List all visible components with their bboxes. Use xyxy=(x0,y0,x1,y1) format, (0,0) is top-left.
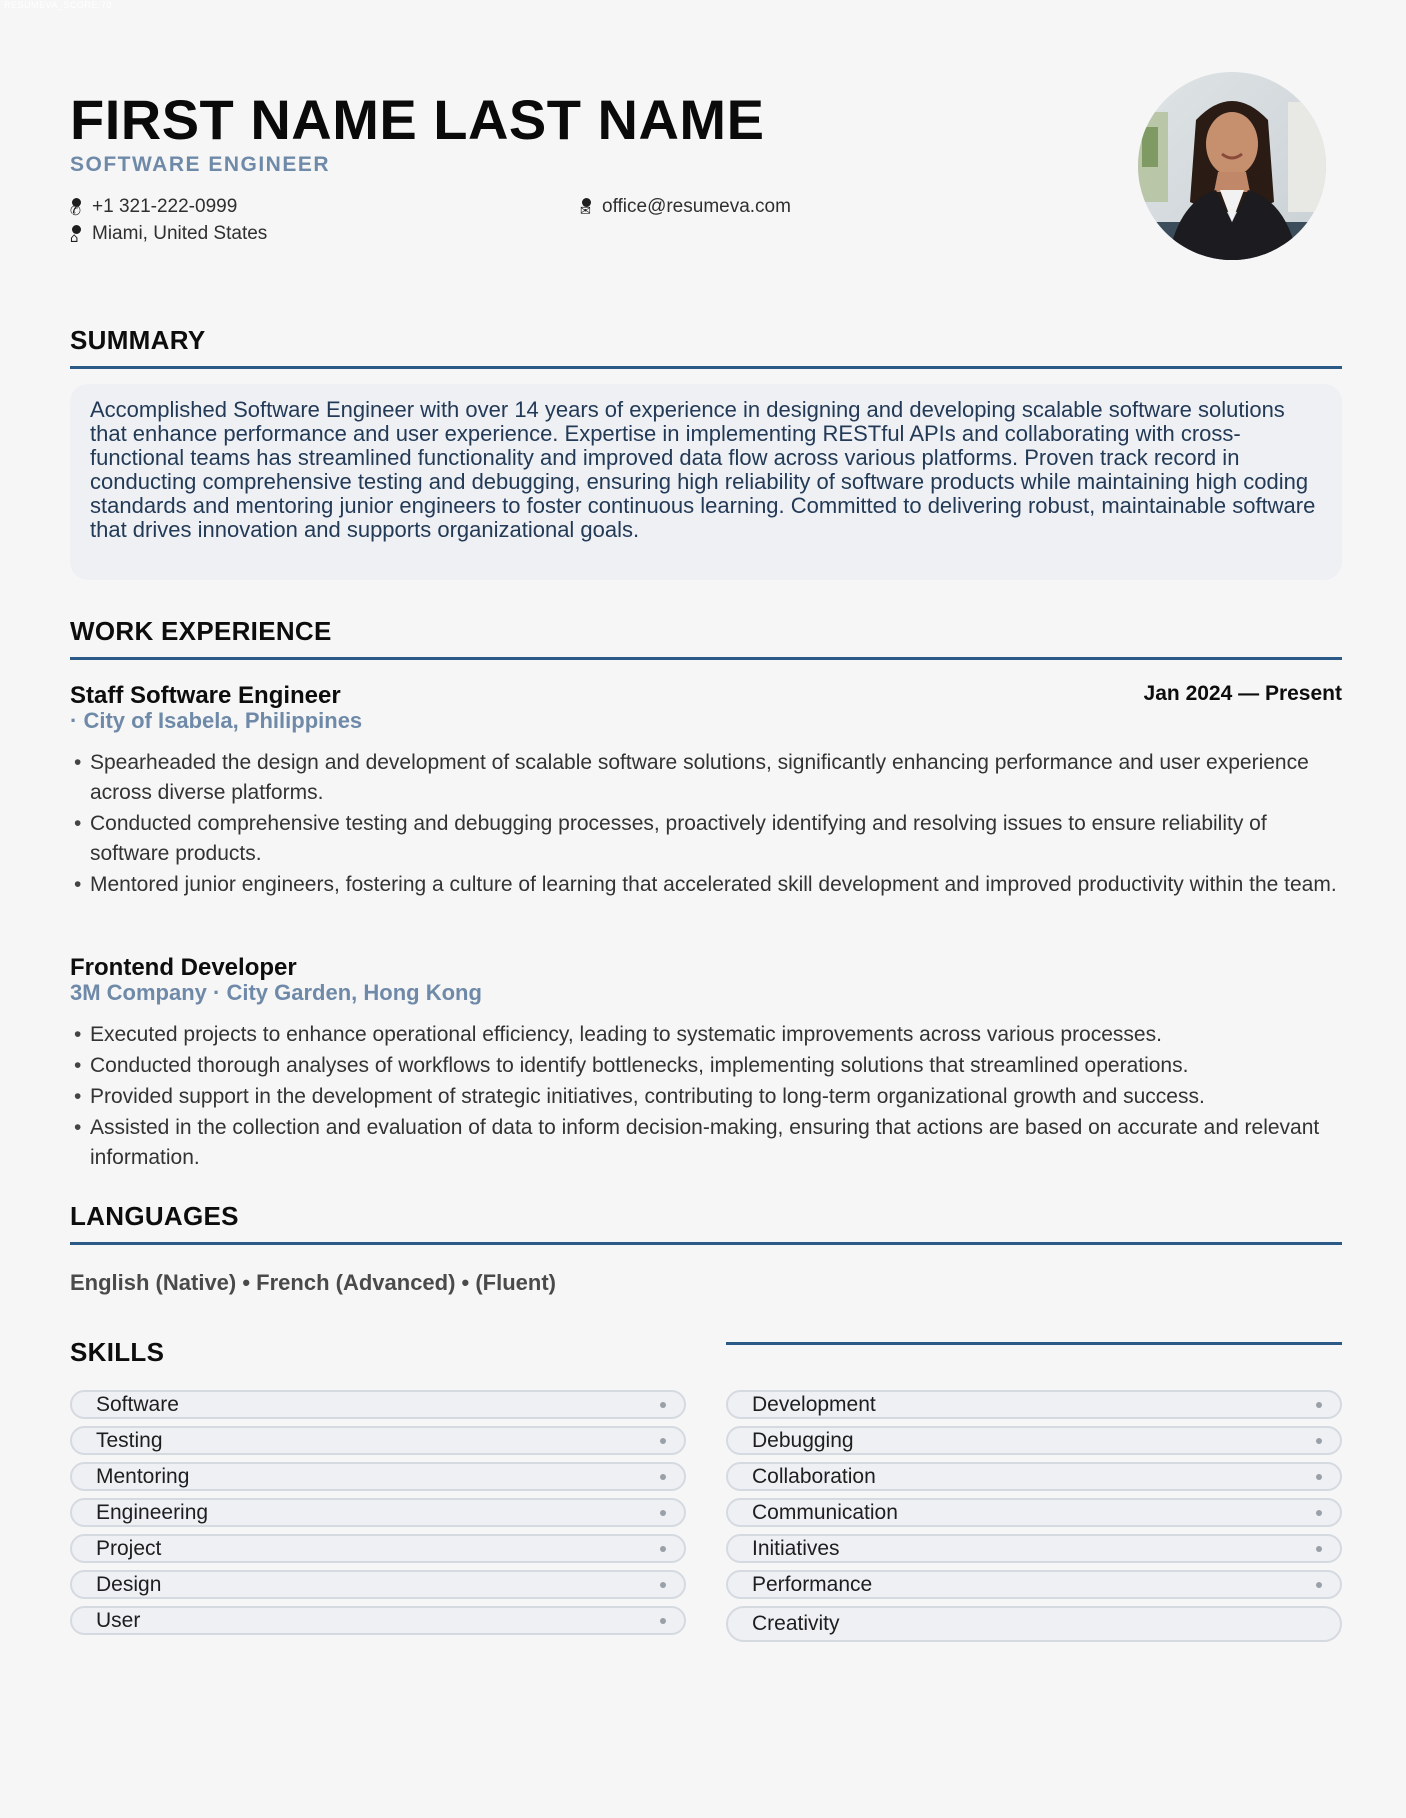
skill-label: Engineering xyxy=(96,1501,209,1524)
candidate-role: SOFTWARE ENGINEER xyxy=(70,153,331,176)
skill-label: Software xyxy=(96,1393,179,1416)
skill-pill xyxy=(70,1534,686,1563)
job-1-bullet: • Conducted comprehensive testing and debugging processes, proactively identifying and resolving issues to ensure reliability of software products. xyxy=(70,809,1342,869)
job-1-bullets xyxy=(70,748,1342,901)
skill-dot-icon xyxy=(660,1474,666,1480)
skill-label: Mentoring xyxy=(96,1465,190,1488)
skill-pill xyxy=(70,1606,686,1635)
job-1-bullet: • Spearheaded the design and development of scalable software solutions, significantly enhancing performance and user experience across diverse platforms. xyxy=(70,748,1342,808)
phone-text: +1 321-222-0999 xyxy=(92,196,238,217)
job-2-bullets xyxy=(70,1020,1342,1174)
skill-dot-icon xyxy=(660,1510,666,1516)
skill-pill xyxy=(726,1462,1342,1491)
phone-icon: ✆ xyxy=(70,196,84,218)
contact-location xyxy=(70,223,267,245)
languages-list: English (Native) • French (Advanced) • (Fluent) xyxy=(70,1270,556,1295)
skill-pill xyxy=(726,1534,1342,1563)
location-icon: ⌂ xyxy=(70,223,84,245)
skill-dot-icon xyxy=(1316,1402,1322,1408)
skill-pill xyxy=(726,1390,1342,1419)
job-1-bullet: • Mentored junior engineers, fostering a culture of learning that accelerated skill development and improved productivity within the team. xyxy=(70,870,1342,900)
skill-label: Testing xyxy=(96,1429,163,1452)
contact-phone xyxy=(70,196,237,218)
languages-divider xyxy=(70,1242,1342,1245)
skill-pill xyxy=(70,1570,686,1599)
skill-pill xyxy=(70,1462,686,1491)
skill-label: Project xyxy=(96,1537,162,1560)
skill-dot-icon xyxy=(1316,1510,1322,1516)
skill-dot-icon xyxy=(1316,1582,1322,1588)
email-icon: ✉ xyxy=(580,196,594,218)
skills-divider xyxy=(726,1342,1342,1345)
skill-pill xyxy=(726,1426,1342,1455)
job-1-title: Staff Software Engineer xyxy=(70,682,341,709)
skill-dot-icon xyxy=(1316,1546,1322,1552)
skill-label: User xyxy=(96,1609,141,1632)
skill-label: Development xyxy=(752,1393,876,1416)
skill-pill xyxy=(70,1498,686,1527)
candidate-name: FIRST NAME LAST NAME xyxy=(70,88,765,151)
skill-dot-icon xyxy=(660,1438,666,1444)
experience-divider xyxy=(70,657,1342,660)
job-2-bullet: • Conducted thorough analyses of workflows to identify bottlenecks, implementing solutions that streamlined operations. xyxy=(70,1051,1342,1081)
skill-dot-icon xyxy=(660,1618,666,1624)
profile-photo xyxy=(1138,72,1326,260)
skill-dot-icon xyxy=(1316,1438,1322,1444)
summary-box xyxy=(70,384,1342,580)
location-text: Miami, United States xyxy=(92,223,268,244)
job-2-title: Frontend Developer xyxy=(70,954,297,981)
skill-label: Creativity xyxy=(752,1612,840,1635)
skill-label: Communication xyxy=(752,1501,898,1524)
skill-pill xyxy=(70,1390,686,1419)
skill-label: Design xyxy=(96,1573,162,1596)
contact-email xyxy=(580,196,791,218)
skill-label: Collaboration xyxy=(752,1465,876,1488)
job-2-bullet: • Provided support in the development of strategic initiatives, contributing to long-term organizational growth and success. xyxy=(70,1082,1342,1112)
skill-label: Initiatives xyxy=(752,1537,840,1560)
summary-divider xyxy=(70,366,1342,369)
skill-pill xyxy=(726,1606,1342,1642)
email-text: office@resumeva.com xyxy=(602,196,791,217)
skill-label: Performance xyxy=(752,1573,873,1596)
job-2-bullet: • Executed projects to enhance operational efficiency, leading to systematic improvements across various processes. xyxy=(70,1020,1342,1050)
skill-dot-icon xyxy=(660,1546,666,1552)
skills-right-column xyxy=(726,1390,1342,1649)
skill-dot-icon xyxy=(660,1402,666,1408)
job-1-org: · City of Isabela, Philippines xyxy=(70,708,363,733)
skill-label: Debugging xyxy=(752,1429,854,1452)
watermark: RESUMEVA_SCORE:70 xyxy=(4,0,112,10)
job-1-date: Jan 2024 — Present xyxy=(1143,682,1342,705)
languages-heading: LANGUAGES xyxy=(70,1201,239,1231)
summary-text: Accomplished Software Engineer with over 14 years of experience in designing and developing scalable software solutions that enhance performance and user experience. Expertise in implementing RESTful APIs and collaborating with cross-functional teams has streamlined functionality and improved data flow across various platforms. Proven track record in conducting comprehensive testing and debugging, ensuring high reliability of software products while maintaining high coding standards and mentoring junior engineers to foster continuous learning. Committed to delivering robust, maintainable software that drives innovation and supports organizational goals. xyxy=(90,397,1316,542)
skill-pill xyxy=(726,1570,1342,1599)
experience-heading: WORK EXPERIENCE xyxy=(70,616,332,646)
skills-left-column xyxy=(70,1390,686,1642)
skills-heading: SKILLS xyxy=(70,1337,165,1367)
summary-heading: SUMMARY xyxy=(70,325,206,355)
skill-dot-icon xyxy=(660,1582,666,1588)
skill-pill xyxy=(70,1426,686,1455)
job-2-org: 3M Company · City Garden, Hong Kong xyxy=(70,980,482,1005)
skill-dot-icon xyxy=(1316,1474,1322,1480)
job-2-bullet: • Assisted in the collection and evaluation of data to inform decision-making, ensuring that actions are based on accurate and relevant information. xyxy=(70,1113,1342,1173)
skill-pill xyxy=(726,1498,1342,1527)
